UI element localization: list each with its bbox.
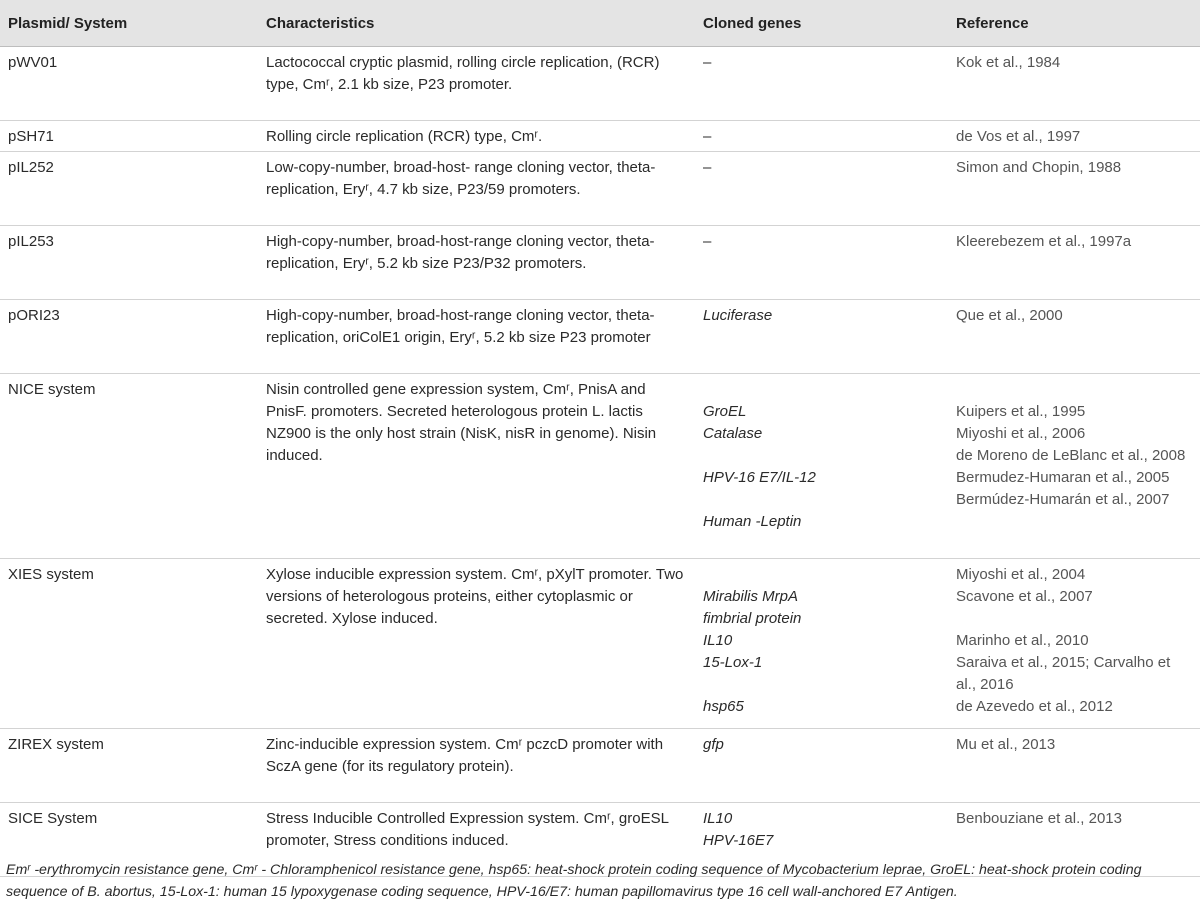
header-row [0, 0, 1200, 47]
cloned-gene: Catalase [703, 425, 763, 442]
cloned-gene: GroEL [703, 403, 747, 420]
cloned-gene: HPV-16 E7/IL-12 [703, 469, 816, 486]
cloned-genes-cell [695, 729, 948, 803]
plasmid-cell: XIES system [0, 559, 258, 729]
header-cloned-genes: Cloned genes [695, 0, 948, 47]
header-plasmid: Plasmid/ System [0, 0, 258, 47]
cloned-gene [703, 379, 940, 401]
characteristics-cell: Xylose inducible expression system. Cmʳ, pXylT promoter. Two versions of heterologous proteins, either cytoplasmic or secreted. Xylose induced. [258, 559, 695, 729]
reference-citation: de Vos et al., 1997 [956, 128, 1081, 145]
reference-cell [948, 47, 1200, 121]
reference-citation: Benbouziane et al., 2013 [956, 810, 1122, 827]
characteristics-cell: Zinc-inducible expression system. Cmʳ pczcD promoter with SczA gene (for its regulatory protein). [258, 729, 695, 803]
cloned-genes-cell [695, 152, 948, 226]
characteristics-cell: Rolling circle replication (RCR) type, Cmʳ. [258, 121, 695, 152]
cloned-gene: IL10 [703, 810, 733, 827]
reference-citation: Miyoshi et al., 2004 [956, 566, 1086, 583]
header-characteristics: Characteristics [258, 0, 695, 47]
reference-citation: Bermúdez-Humarán et al., 2007 [956, 491, 1170, 508]
reference-citation: Mu et al., 2013 [956, 736, 1056, 753]
cloned-gene [703, 564, 940, 586]
cloned-gene: – [703, 54, 712, 71]
table-row [0, 300, 1200, 374]
table-row [0, 729, 1200, 803]
cloned-gene: – [703, 159, 712, 176]
characteristics-cell: Nisin controlled gene expression system, Cmʳ, PnisA and PnisF. promoters. Secreted heterologous protein L. lactis NZ900 is the only host strain (NisK, nisR in genome). Nisin induced. [258, 374, 695, 559]
table-row [0, 47, 1200, 121]
reference-citation: Que et al., 2000 [956, 307, 1063, 324]
plasmid-cell: pIL252 [0, 152, 258, 226]
plasmid-cell: ZIREX system [0, 729, 258, 803]
cloned-genes-cell [695, 300, 948, 374]
header-reference: Reference [948, 0, 1200, 47]
reference-citation: Kuipers et al., 1995 [956, 403, 1086, 420]
characteristics-cell: Low-copy-number, broad-host- range cloning vector, theta-replication, Eryʳ, 4.7 kb size, P23/59 promoters. [258, 152, 695, 226]
characteristics-cell: Stress Inducible Controlled Expression system. Cmʳ, groESL promoter, Stress conditions induced. [258, 803, 695, 877]
table-row [0, 374, 1200, 559]
reference-citation: de Azevedo et al., 2012 [956, 698, 1113, 715]
reference-citation: Simon and Chopin, 1988 [956, 159, 1122, 176]
cloned-gene: 15-Lox-1 [703, 654, 763, 671]
cloned-gene [703, 489, 940, 511]
reference-cell [948, 226, 1200, 300]
reference-cell [948, 300, 1200, 374]
reference-citation: Miyoshi et al., 2006 [956, 425, 1086, 442]
reference-cell [948, 121, 1200, 152]
cloned-genes-cell [695, 47, 948, 121]
table-row [0, 226, 1200, 300]
cloned-gene [703, 674, 940, 696]
cloned-gene: Mirabilis MrpA [703, 588, 799, 605]
reference-citation [956, 608, 1192, 630]
table-row [0, 152, 1200, 226]
plasmid-cell: pWV01 [0, 47, 258, 121]
table-row [0, 559, 1200, 729]
cloned-gene: IL10 [703, 632, 733, 649]
reference-cell [948, 729, 1200, 803]
plasmid-cell: NICE system [0, 374, 258, 559]
reference-citation: Kok et al., 1984 [956, 54, 1061, 71]
plasmid-cell: pORI23 [0, 300, 258, 374]
cloned-gene: hsp65 [703, 698, 744, 715]
cloned-gene: Human -Leptin [703, 513, 802, 530]
reference-citation: Marinho et al., 2010 [956, 632, 1089, 649]
cloned-gene: – [703, 233, 712, 250]
reference-citation: Kleerebezem et al., 1997a [956, 233, 1132, 250]
reference-citation: Scavone et al., 2007 [956, 588, 1093, 605]
cloned-gene: HPV-16E7 [703, 832, 774, 849]
table-footnote: Emʳ -erythromycin resistance gene, Cmʳ - Chloramphenicol resistance gene, hsp65: heat-shock protein coding sequence of Mycobacterium leprae, GroEL: heat-shock protein coding sequence of B. abortus, 15-Lox-1: human 15 lypoxygenase coding sequence, HPV-16/E7: human papillomavirus type 16 cell wall-anchored E7 Antigen. [6, 862, 1142, 900]
plasmid-cell: pIL253 [0, 226, 258, 300]
reference-citation: Saraiva et al., 2015; Carvalho et al., 2016 [956, 654, 1171, 693]
reference-citation: de Moreno de LeBlanc et al., 2008 [956, 447, 1186, 464]
reference-cell [948, 152, 1200, 226]
cloned-gene: Luciferase [703, 307, 773, 324]
table-row [0, 121, 1200, 152]
plasmid-cell: pSH71 [0, 121, 258, 152]
cloned-genes-cell [695, 121, 948, 152]
reference-cell [948, 559, 1200, 729]
cloned-gene [703, 533, 940, 555]
cloned-gene: gfp [703, 736, 724, 753]
cloned-gene [703, 445, 940, 467]
characteristics-cell: High-copy-number, broad-host-range cloning vector, theta-replication, oriColE1 origin, Eryʳ, 5.2 kb size P23 promoter [258, 300, 695, 374]
reference-citation [956, 379, 1192, 401]
characteristics-cell: Lactococcal cryptic plasmid, rolling circle replication, (RCR) type, Cmʳ, 2.1 kb size, P23 promoter. [258, 47, 695, 121]
cloned-gene: – [703, 128, 712, 145]
reference-citation: Bermudez-Humaran et al., 2005 [956, 469, 1170, 486]
characteristics-cell: High-copy-number, broad-host-range cloning vector, theta-replication, Eryʳ, 5.2 kb size P23/P32 promoters. [258, 226, 695, 300]
cloned-genes-cell [695, 559, 948, 729]
cloned-genes-cell [695, 374, 948, 559]
cloned-gene: fimbrial protein [703, 610, 802, 627]
cloned-genes-cell [695, 226, 948, 300]
plasmid-cell: SICE System [0, 803, 258, 877]
reference-cell [948, 374, 1200, 559]
